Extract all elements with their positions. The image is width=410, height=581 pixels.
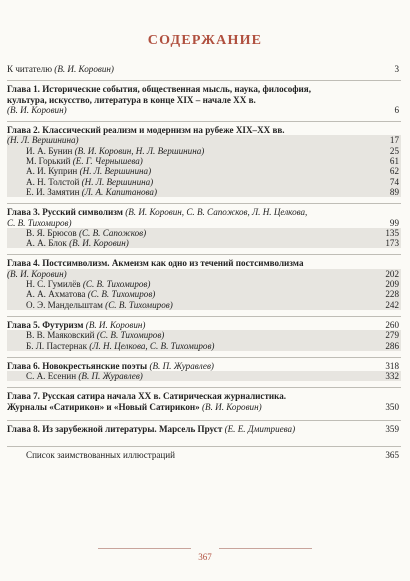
entry-author: (Е. Г. Чернышева) bbox=[72, 156, 143, 167]
chapter-line bbox=[7, 361, 401, 371]
entry-author: (Н. Л. Вершинина) bbox=[81, 176, 154, 187]
entry-author: (С. В. Тихомиров) bbox=[82, 279, 151, 290]
subentry-title: А. И. Куприн bbox=[26, 166, 78, 177]
toc-subentry bbox=[7, 238, 401, 248]
page-ref: 62 bbox=[389, 166, 399, 177]
chapter-line bbox=[7, 258, 401, 268]
toc-subentry bbox=[7, 228, 401, 238]
entry-title: культура, искусство, литература в конце XIX – начале XX в. bbox=[7, 94, 256, 105]
entry-title: К читателю bbox=[7, 64, 53, 74]
toc-subentry bbox=[7, 187, 401, 197]
page-ref: 25 bbox=[389, 145, 399, 156]
entry-title: Глава 2. Классический реализм и модернизм на рубеже XIX–XX вв. bbox=[7, 125, 285, 136]
subentry-title: Б. Л. Пастернак bbox=[26, 340, 88, 351]
page-ref: 202 bbox=[385, 268, 399, 279]
page-ref: 365 bbox=[385, 450, 399, 461]
entry-title: Глава 8. Из зарубежной литературы. Марсель Пруст bbox=[7, 424, 223, 435]
entry-author: (С. В. Тихомиров) bbox=[87, 289, 156, 300]
entry-author: С. В. Тихомиров) bbox=[7, 217, 72, 228]
entry-author: (Л. Н. Целкова, С. В. Тихомиров) bbox=[89, 340, 215, 351]
subentry-title: М. Горький bbox=[26, 156, 71, 167]
toc-subentry bbox=[7, 300, 401, 310]
entry-title: Глава 3. Русский символизм bbox=[7, 207, 123, 218]
subentry-title: Е. И. Замятин bbox=[26, 186, 80, 197]
chapter-section bbox=[7, 316, 401, 357]
toc-entry bbox=[7, 64, 401, 80]
chapter-line bbox=[7, 125, 401, 135]
entry-author: (В. И. Коровин) bbox=[69, 238, 129, 249]
subentry-title: Н. С. Гумилёв bbox=[26, 279, 81, 290]
entry-author: (В. И. Коровин, Н. Л. Вершинина) bbox=[74, 145, 205, 156]
chapter-section bbox=[7, 121, 401, 203]
chapter-line bbox=[7, 391, 401, 401]
chapter-line bbox=[7, 269, 401, 279]
page-ref: 260 bbox=[385, 319, 399, 330]
subentry-title: В. В. Маяковский bbox=[26, 330, 95, 341]
entry-author: (В. И. Коровин) bbox=[7, 268, 67, 279]
toc-subentry bbox=[7, 341, 401, 351]
toc-subentry bbox=[7, 371, 401, 381]
toc-subentry bbox=[7, 156, 401, 166]
subentry-title: А. А. Блок bbox=[26, 238, 67, 249]
entry-author: (С. В. Сапожков) bbox=[78, 227, 147, 238]
subentry-title: А. А. Ахматова bbox=[26, 289, 86, 300]
toc-subentry bbox=[7, 177, 401, 187]
entry-author: (В. П. Журавлев) bbox=[149, 360, 214, 371]
entry-author: (Е. Е. Дмитриева) bbox=[224, 424, 296, 435]
entry-author: (В. И. Коровин) bbox=[54, 64, 114, 74]
subentry-title: А. Н. Толстой bbox=[26, 176, 80, 187]
chapter-line bbox=[7, 95, 401, 105]
page-ref: 135 bbox=[385, 227, 399, 238]
entry-title: Глава 5. Футуризм bbox=[7, 319, 84, 330]
entry-title: Глава 7. Русская сатира начала XX в. Сатирическая журналистика. bbox=[7, 391, 287, 402]
page-ref: 89 bbox=[389, 186, 399, 197]
page-ref: 17 bbox=[389, 135, 399, 146]
chapter-section bbox=[7, 387, 401, 420]
toc-line bbox=[7, 64, 401, 74]
bottom-rule-left bbox=[98, 548, 191, 549]
entry-author: (С. В. Тихомиров) bbox=[96, 330, 165, 341]
page-title: СОДЕРЖАНИЕ bbox=[147, 33, 263, 48]
subentry-title: И. А. Бунин bbox=[26, 145, 73, 156]
page-ref: 99 bbox=[389, 217, 399, 228]
entry-author: (В. И. Коровин) bbox=[202, 401, 262, 412]
toc-subentry bbox=[7, 330, 401, 340]
toc-subentry bbox=[7, 279, 401, 289]
page-ref: 61 bbox=[389, 156, 399, 167]
chapter-line bbox=[7, 424, 401, 434]
page-ref: 318 bbox=[385, 360, 399, 371]
entry-author: (В. И. Коровин) bbox=[7, 104, 67, 115]
subentry-title: О. Э. Мандельштам bbox=[26, 299, 103, 310]
chapter-line bbox=[7, 84, 401, 94]
entry-author: (Л. А. Капитанова) bbox=[81, 186, 157, 197]
entry-title: Глава 4. Постсимволизм. Акмеизм как одно из течений постсимволизма bbox=[7, 258, 304, 269]
table-of-contents bbox=[7, 64, 401, 465]
page-ref: 332 bbox=[385, 371, 399, 382]
entry-author: (В. П. Журавлев) bbox=[78, 371, 143, 382]
page-ref: 209 bbox=[385, 279, 399, 290]
page-ref: 242 bbox=[385, 299, 399, 310]
page-ref: 279 bbox=[385, 330, 399, 341]
toc-subentry bbox=[7, 146, 401, 156]
page-ref: 6 bbox=[394, 104, 399, 115]
chapter-line bbox=[7, 320, 401, 330]
toc-subentry bbox=[7, 289, 401, 299]
chapter-line bbox=[7, 135, 401, 145]
toc-entry bbox=[7, 446, 401, 464]
chapter-section bbox=[7, 357, 401, 388]
chapter-section bbox=[7, 420, 401, 446]
chapter-section bbox=[7, 203, 401, 254]
entry-author: (В. И. Коровин, С. В. Сапожков, Л. Н. Целкова, bbox=[125, 207, 308, 218]
entry-author: (Н. Л. Вершинина) bbox=[7, 135, 79, 146]
toc-subentry bbox=[7, 166, 401, 176]
entry-author: (С. В. Тихомиров) bbox=[105, 299, 173, 310]
toc-line bbox=[7, 450, 401, 460]
entry-title: Журналы «Сатирикон» и «Новый Сатирикон» bbox=[7, 401, 200, 412]
entry-title: Глава 1. Исторические события, общественная мысль, наука, философия, bbox=[7, 84, 311, 95]
chapter-line bbox=[7, 207, 401, 217]
entry-author: (В. И. Коровин) bbox=[85, 319, 146, 330]
page-ref: 350 bbox=[385, 401, 399, 412]
entry-author: (Н. Л. Вершинина) bbox=[79, 166, 152, 177]
chapter-line bbox=[7, 218, 401, 228]
page-ref: 74 bbox=[389, 176, 399, 187]
page-ref: 359 bbox=[385, 424, 399, 435]
page-number: 367 bbox=[198, 552, 212, 562]
page-ref: 228 bbox=[385, 289, 399, 300]
entry-title: Список заимствованных иллюстраций bbox=[26, 450, 176, 461]
page-ref: 286 bbox=[385, 340, 399, 351]
chapter-line bbox=[7, 402, 401, 412]
chapter-section bbox=[7, 254, 401, 315]
chapter-section bbox=[7, 80, 401, 121]
subentry-title: В. Я. Брюсов bbox=[26, 227, 77, 238]
subentry-title: С. А. Есенин bbox=[26, 371, 77, 382]
entry-title: Глава 6. Новокрестьянские поэты bbox=[7, 360, 148, 371]
chapter-line bbox=[7, 105, 401, 115]
page-ref: 3 bbox=[394, 64, 399, 74]
page-ref: 173 bbox=[385, 238, 399, 249]
bottom-rule-right bbox=[219, 548, 312, 549]
